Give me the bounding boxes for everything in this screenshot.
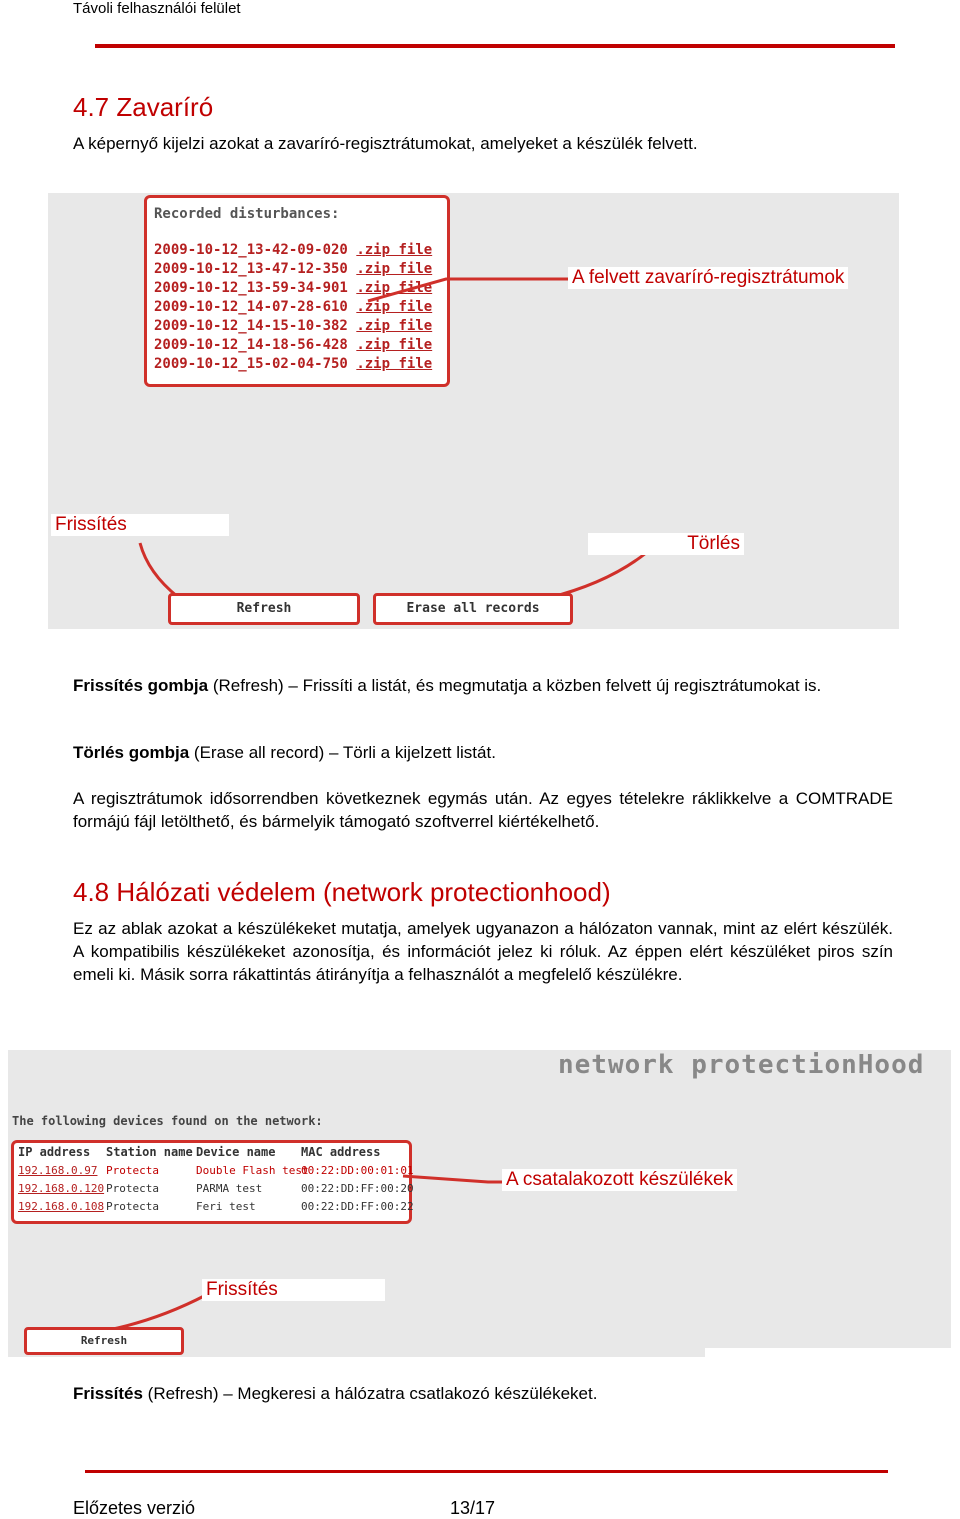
- device-cell-station: Protecta: [106, 1200, 159, 1213]
- network-refresh-label: Frissítés: [73, 1384, 143, 1403]
- device-cell-mac: 00:22:DD:00:01:01: [301, 1164, 414, 1177]
- section-4-8-intro: Ez az ablak azokat a készülékeket mutatja, amelyek ugyanazon a hálózaton vannak, mint az elért készülék. A kompatibilis készülékeket azonosítja, és információt jelez ki róluk. Az éppen elért készüléket piros szín emeli ki. Másik sorra rákattintás átirányítja a felhasználót a megfelelő készülékre.: [73, 919, 893, 984]
- device-cell-ip[interactable]: 192.168.0.108: [18, 1200, 105, 1213]
- device-cell-device: PARMA test: [196, 1182, 263, 1195]
- erase-all-records-button[interactable]: Erase all records: [373, 593, 573, 625]
- callout-connected-devices: A csatalakozott készülékek: [502, 1169, 737, 1191]
- callout-erase: Törlés: [588, 533, 744, 555]
- callout-refresh-2: Frissítés: [202, 1279, 385, 1301]
- record-name: 2009-10-12_14-07-28-610: [154, 299, 348, 315]
- footer-version: Előzetes verzió: [73, 1498, 196, 1518]
- zip-file-link[interactable]: .zip file: [356, 280, 433, 296]
- zip-file-link[interactable]: .zip file: [356, 299, 433, 315]
- record-name: 2009-10-12_13-42-09-020: [154, 242, 348, 258]
- zip-file-link[interactable]: .zip file: [356, 261, 433, 277]
- column-header-device: Device name: [196, 1145, 276, 1159]
- device-cell-mac: 00:22:DD:FF:00:22: [301, 1200, 414, 1213]
- column-header-ip: IP address: [18, 1145, 91, 1159]
- erase-description-label: Törlés gombja: [73, 743, 190, 762]
- network-refresh-text: (Refresh) – Megkeresi a hálózatra csatlakozó készülékeket.: [142, 1384, 598, 1403]
- record-name: 2009-10-12_14-18-56-428: [154, 337, 348, 353]
- erase-description-text: (Erase all record) – Törli a kijelzett listát.: [189, 743, 496, 762]
- zip-file-link[interactable]: .zip file: [356, 356, 433, 372]
- section-heading-4-8: 4.8 Hálózati védelem (network protectionhood): [73, 877, 611, 907]
- callout-refresh: Frissítés: [51, 514, 229, 536]
- network-protectionhood-screenshot: [8, 1050, 951, 1357]
- record-name: 2009-10-12_13-47-12-350: [154, 261, 348, 277]
- refresh-description: [73, 674, 893, 697]
- device-cell-device: Feri test: [196, 1200, 256, 1213]
- footer-page-number: 13/17: [450, 1498, 496, 1518]
- record-name: 2009-10-12_15-02-04-750: [154, 356, 348, 372]
- record-name: 2009-10-12_13-59-34-901: [154, 280, 348, 296]
- network-protectionhood-logo: network protectionHood: [558, 1050, 925, 1080]
- refresh-description-label: Frissítés gombja: [73, 676, 209, 695]
- callout-lines-2: [8, 1050, 951, 1357]
- overlay-patch: [705, 1348, 951, 1357]
- record-name: 2009-10-12_14-15-10-382: [154, 318, 348, 334]
- refresh-button[interactable]: Refresh: [168, 593, 360, 625]
- footer-divider: [85, 1470, 888, 1473]
- zip-file-link[interactable]: .zip file: [356, 337, 433, 353]
- section-4-7-intro: A képernyő kijelzi azokat a zavaríró-regisztrátumokat, amelyeket a készülék felvett.: [73, 134, 698, 153]
- header-divider: [95, 44, 895, 48]
- device-cell-station: Protecta: [106, 1164, 159, 1177]
- callout-lines: [48, 193, 899, 629]
- zip-file-link[interactable]: .zip file: [356, 318, 433, 334]
- zip-file-link[interactable]: .zip file: [356, 242, 433, 258]
- device-cell-mac: 00:22:DD:FF:00:20: [301, 1182, 414, 1195]
- refresh-description-text: (Refresh) – Frissíti a listát, és megmutatja a közben felvett új regisztrátumokat is.: [208, 676, 822, 695]
- device-cell-station: Protecta: [106, 1182, 159, 1195]
- erase-description: [73, 741, 893, 764]
- section-heading-4-7: 4.7 Zavaríró: [73, 92, 214, 122]
- network-refresh-button[interactable]: Refresh: [24, 1327, 184, 1355]
- network-refresh-description: [73, 1382, 893, 1405]
- devices-found-text: The following devices found on the network:: [12, 1114, 323, 1128]
- recorded-disturbances-title: Recorded disturbances:: [154, 206, 340, 222]
- device-cell-ip[interactable]: 192.168.0.97: [18, 1164, 98, 1177]
- column-header-station: Station name: [106, 1145, 193, 1159]
- column-header-mac: MAC address: [301, 1145, 381, 1159]
- page-header-title: Távoli felhasználói felület: [73, 0, 241, 17]
- order-description: A regisztrátumok idősorrendben következnek egymás után. Az egyes tételekre ráklikkelve a COMTRADE formájú fájl letölthető, és bármelyik támogató szoftverrel kiértékelhető.: [73, 789, 893, 831]
- callout-recorded-records: A felvett zavaríró-regisztrátumok: [568, 267, 848, 289]
- disturbance-recorder-screenshot: [48, 193, 899, 629]
- device-cell-device: Double Flash test: [196, 1164, 309, 1177]
- device-cell-ip[interactable]: 192.168.0.120: [18, 1182, 105, 1195]
